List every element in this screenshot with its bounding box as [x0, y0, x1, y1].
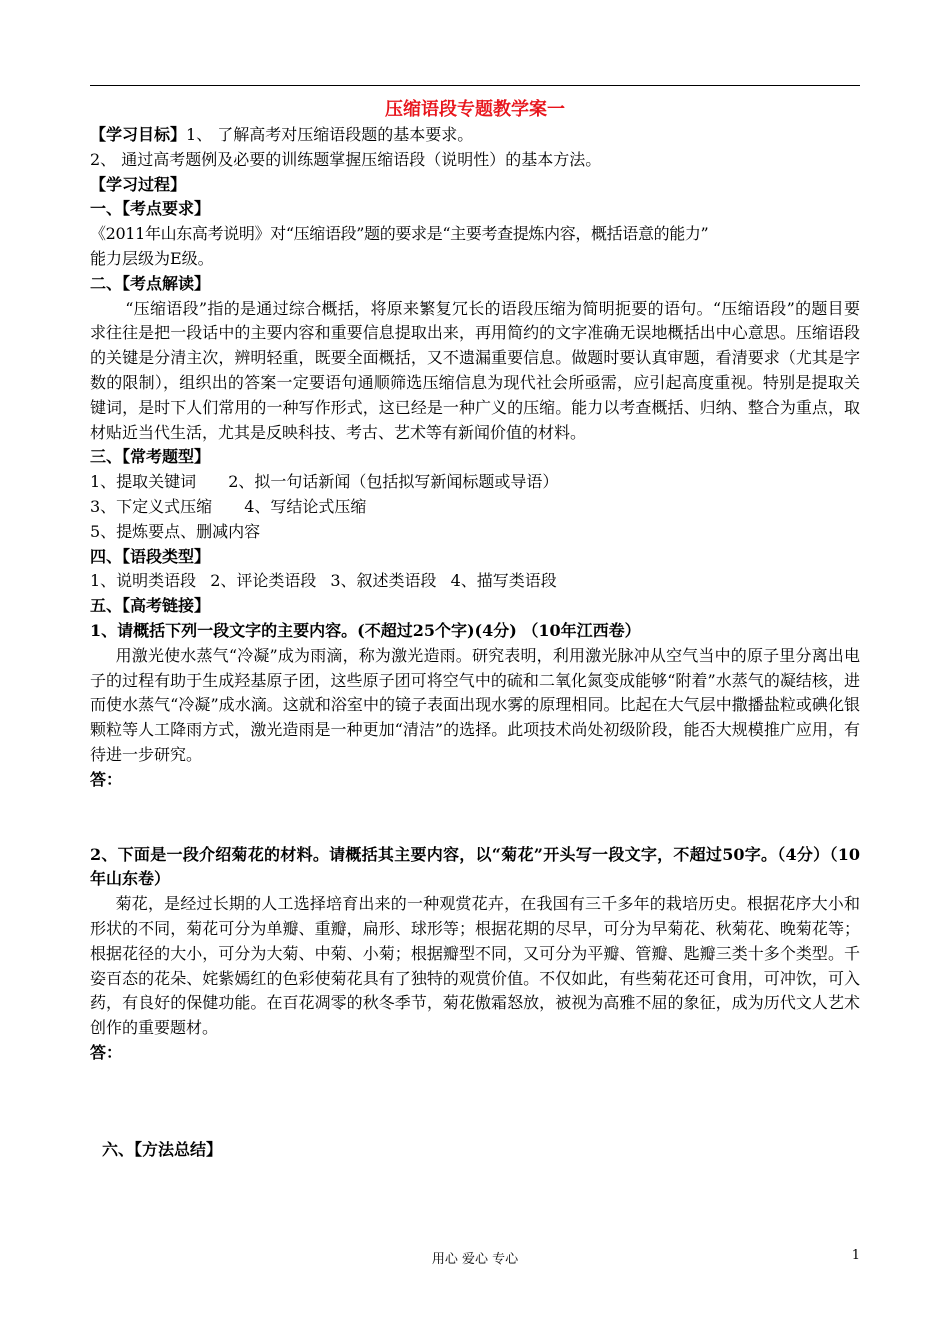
question-2-passage: 菊花，是经过长期的人工选择培育出来的一种观赏花卉，在我国有三千多年的栽培历史。根据花序大小和形状的不同，菊花可分为单瓣、重瓣，扁形、球形等；根据花期的尽早，可分为早菊花、秋菊花、晚菊花等；根据花径的大小，可分为大菊、中菊、小菊；根据瓣型不同，又可分为平瓣、管瓣、匙瓣三类十多个类型。千姿百态的花朵、姹紫嫣红的色彩使菊花具有了独特的观赏价值。不仅如此，有些菊花还可食用，可冲饮，可入药，有良好的保健功能。在百花凋零的秋冬季节，菊花傲霜怒放，被视为高雅不屈的象征，成为历代文人艺术创作的重要题材。 [90, 894, 860, 1038]
document-body [90, 123, 860, 1162]
answer-space-1 [90, 793, 860, 843]
question-1-answer-label: 答： [90, 769, 123, 789]
section-1-text-2: 能力层级为E级。 [90, 248, 214, 268]
answer-space-2 [90, 1066, 860, 1138]
passage-type-3: 3、叙述类语段 [330, 571, 437, 591]
question-type-4: 4、写结论式压缩 [244, 496, 367, 516]
footer-motto: 用心 爱心 专心 [431, 1252, 519, 1267]
goals-line-1 [90, 123, 860, 148]
question-2-prompt: 2、下面是一段介绍菊花的材料。请概括其主要内容，以“菊花”开头写一段文字，不超过50字。（4分）（10年山东卷） [90, 844, 860, 889]
question-type-1: 1、提取关键词 [90, 472, 197, 492]
question-type-5: 5、提炼要点、删减内容 [90, 521, 261, 541]
question-types-row-1 [90, 470, 860, 495]
goals-label: 【学习目标】 [90, 125, 187, 144]
header-rule [90, 85, 860, 86]
question-type-2: 2、拟一句话新闻（包括拟写新闻标题或导语） [228, 472, 559, 492]
section-3-heading: 三、【常考题型】 [90, 447, 211, 467]
section-2-body: “压缩语段”指的是通过综合概括，将原来繁复冗长的语段压缩为简明扼要的语句。“压缩语段”的题目要求往往是把一段话中的主要内容和重要信息提取出来，再用简约的文字准确无误地概括出中心意思。压缩语段的关键是分清主次，辨明轻重，既要全面概括，又不遗漏重要信息。做题时要认真审题，看清要求（尤其是字数的限制），组织出的答案一定要语句通顺筛选压缩信息为现代社会所亟需，应引起高度重视。特别是提取关键词，是时下人们常用的一种写作形式，这已经是一种广义的压缩。能力以考查概括、归纳、整合为重点，取材贴近当代生活，尤其是反映科技、考古、艺术等有新闻价值的材料。 [90, 298, 860, 442]
section-2-heading: 二、【考点解读】 [90, 273, 211, 293]
passage-type-4: 4、描写类语段 [450, 571, 557, 591]
question-2-answer-label: 答： [90, 1042, 123, 1062]
section-1-heading: 一、【考点要求】 [90, 199, 211, 219]
section-6-heading: 六、【方法总结】 [102, 1139, 223, 1159]
section-4-heading: 四、【语段类型】 [90, 546, 211, 566]
page-title: 压缩语段专题教学案一 [385, 99, 565, 120]
section-1-text-1: 《2011年山东高考说明》对“压缩语段”题的要求是“主要考查提炼内容，概括语意的能力” [90, 224, 709, 244]
question-1-passage: 用激光使水蒸气“冷凝”成为雨滴，称为激光造雨。研究表明，利用激光脉冲从空气当中的原子里分离出电子的过程有助于生成羟基原子团，这些原子团可将空气中的硫和二氧化氮变成能够“附着”水蒸气的凝结核，进而使水蒸气“冷凝”成水滴。这就和浴室中的镜子表面出现水雾的原理相同。比起在大气层中撒播盐粒或碘化银颗粒等人工降雨方式，激光造雨是一种更加“清洁”的选择。此项技术尚处初级阶段，能否大规模推广应用，有待进一步研究。 [90, 645, 860, 764]
passage-types-row [90, 569, 860, 594]
process-label: 【学习过程】 [90, 174, 187, 194]
page-number: 1 [851, 1248, 860, 1263]
question-1-prompt: 1、请概括下列一段文字的主要内容。(不超过25个字)(4分) （10年江西卷） [90, 620, 641, 640]
question-type-3: 3、下定义式压缩 [90, 496, 213, 516]
goal-item-2: 2、 通过高考题例及必要的训练题掌握压缩语段（说明性）的基本方法。 [90, 149, 602, 169]
passage-type-2: 2、评论类语段 [210, 571, 317, 591]
question-types-row-2 [90, 495, 860, 520]
section-5-heading: 五、【高考链接】 [90, 596, 211, 616]
goal-item-1: 1、 了解高考对压缩语段题的基本要求。 [186, 125, 474, 144]
passage-type-1: 1、说明类语段 [90, 571, 197, 591]
